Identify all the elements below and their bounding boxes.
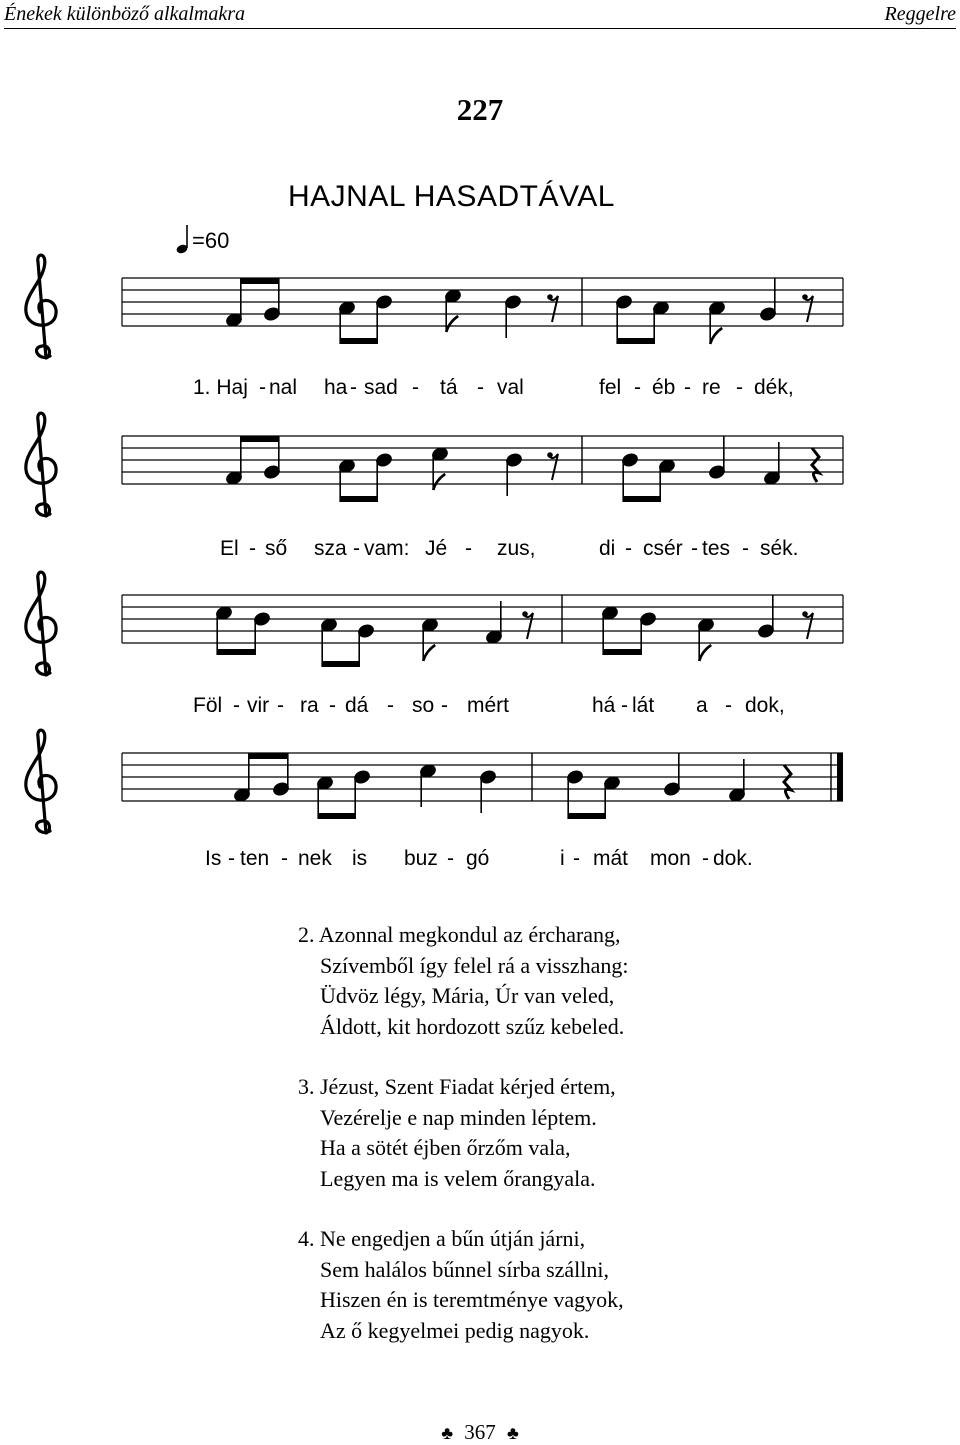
lyric-hyphen: - [691,537,698,560]
beam [603,649,641,655]
lyric-syllable: Is [205,847,222,870]
verse-line: Ha a sötét éjben őrzőm vala, [320,1135,571,1160]
lyric-syllable: ső [265,537,288,560]
staff-system-2 [0,408,960,538]
lyric-hyphen: - [412,376,419,399]
hymn-number: 227 [456,92,504,127]
beam [249,753,288,759]
verse-4 [298,1224,629,1346]
lyric-syllable: dok, [745,694,785,717]
subsection-title: Reggelre [884,3,956,25]
lyric-syllable: lát [632,694,655,717]
lyric-syllable: re [702,376,721,399]
lyric-syllable: csér [643,537,683,560]
ornament-icon: ♣ [507,1423,519,1443]
lyric-hyphen: - [477,376,484,399]
beam [217,649,255,655]
lyric-syllable: gó [466,847,490,870]
beam [568,813,605,819]
lyric-syllable: so [412,694,435,717]
verses-block [298,920,629,1376]
verse-2 [298,920,629,1042]
verse-line: 2. Azonnal megkondul az ércharang, [298,922,621,947]
beam [340,338,377,344]
lyric-syllable: ha [324,376,348,399]
lyric-hyphen: - [281,847,288,870]
staff-system-3 [0,567,960,697]
ornament-icon: ♣ [441,1423,453,1443]
treble-clef-icon [26,730,56,833]
hymn-title: HAJNAL HASADTÁVAL [288,180,615,213]
verse-line: Áldott, kit hordozott szűz kebeled. [320,1013,625,1039]
lyric-hyphen: - [249,537,256,560]
lyric-syllable: sék. [760,537,799,560]
lyric-syllable: dá [345,694,369,717]
beam [318,813,355,819]
eighth-flag [446,316,458,332]
lyric-hyphen: - [441,694,448,717]
quarter-rest-icon [812,448,819,482]
staff-system-4 [0,725,960,855]
verse-line: Hiszen én is teremtménye vagyok, [320,1287,624,1312]
beam [617,338,654,344]
section-title: Énekek különböző alkalmakra [4,3,246,25]
eighth-flag [710,328,722,344]
lyric-syllable: nek [298,847,332,870]
lyric-syllable: 1. Haj [193,376,248,399]
lyric-hyphen: - [259,376,266,399]
lyric-syllable: Jé [425,537,448,560]
lyric-hyphen: - [742,537,749,560]
lyric-syllable: nal [269,376,298,399]
lyric-hyphen: - [573,847,580,870]
lyric-syllable: zus, [497,537,536,560]
page-footer [0,1420,960,1445]
verse-line: 4. Ne engedjen a bűn útján járni, [298,1226,586,1251]
lyric-hyphen: - [625,537,632,560]
treble-clef-icon [26,255,56,358]
lyric-syllable: a [696,694,708,717]
lyric-hyphen: - [277,694,284,717]
lyric-syllable: mon [650,847,691,870]
beam [241,278,279,284]
lyric-syllable: val [497,376,524,399]
staff-system-1 [0,250,960,380]
eighth-rest-icon [804,613,813,639]
lyric-syllable: is [352,847,368,870]
eighth-flag [433,474,445,490]
tempo-value: =60 [192,228,230,253]
lyric-hyphen: - [387,694,394,717]
lyric-syllable: El [220,537,239,560]
verse-line: Szívemből így felel rá a visszhang: [320,952,629,978]
lyric-syllable: sad [364,376,398,399]
lyric-syllable: éb [652,376,676,399]
lyric-syllable: há [592,694,616,717]
lyric-syllable: buz [404,847,438,870]
lyric-hyphen: - [736,376,743,399]
page-number: 367 [464,1420,496,1444]
verse-line: Vezérelje e nap minden léptem. [320,1104,597,1130]
eighth-flag [699,645,711,661]
lyric-syllable: ra [300,694,319,717]
beam [340,496,377,502]
beam [623,496,660,502]
quarter-rest-icon [784,765,791,799]
lyric-syllable: mért [467,694,509,717]
verse-line: Az ő kegyelmei pedig nagyok. [320,1317,590,1343]
lyric-syllable: Föl [193,694,223,717]
lyric-hyphen: - [465,537,472,560]
lyric-syllable: dék, [754,376,794,399]
beam [241,436,279,442]
lyric-syllable: tá [440,376,458,399]
lyric-syllable: vam: [364,537,410,560]
lyric-hyphen: - [353,537,360,560]
lyric-hyphen: - [329,694,336,717]
lyric-syllable: dok. [713,847,753,870]
verse-line: Sem halálos bűnnel sírba szállni, [320,1256,609,1282]
lyric-hyphen: - [447,847,454,870]
lyric-syllable: sza [314,537,347,560]
treble-clef-icon [26,572,56,675]
lyric-hyphen: - [621,694,628,717]
lyric-syllable: vir [247,694,270,717]
lyric-hyphen: - [684,376,691,399]
treble-clef-icon [26,413,56,516]
verse-line: Legyen ma is velem őrangyala. [320,1165,596,1191]
lyric-hyphen: - [228,847,235,870]
beam [322,661,359,667]
verse-3 [298,1072,629,1194]
lyric-hyphen: - [634,376,641,399]
lyric-syllable: di [599,537,616,560]
verse-line: 3. Jézust, Szent Fiadat kérjed értem, [298,1074,616,1099]
lyric-syllable: mát [593,847,629,870]
final-barline [837,753,843,801]
eighth-flag [423,645,435,661]
lyric-syllable: tes [702,537,731,560]
lyric-syllable: fel [599,376,622,399]
eighth-rest-icon [549,296,558,322]
lyric-hyphen: - [725,694,732,717]
lyric-syllable: i [560,847,565,870]
verse-line: Üdvöz légy, Mária, Úr van veled, [320,983,615,1008]
eighth-rest-icon [549,454,558,480]
eighth-rest-icon [804,296,813,322]
running-head [4,0,956,29]
lyric-hyphen: - [702,847,709,870]
lyric-hyphen: - [233,694,240,717]
lyric-hyphen: - [350,376,357,399]
eighth-rest-icon [524,613,533,639]
lyric-syllable: ten [240,847,270,870]
